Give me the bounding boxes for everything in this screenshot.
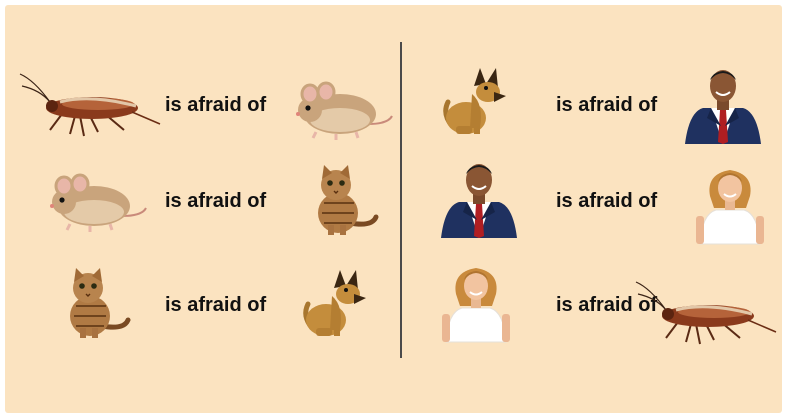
woman-icon — [696, 164, 764, 246]
relation-label: is afraid of — [556, 294, 658, 316]
relation-label: is afraid of — [165, 190, 267, 212]
man-icon — [440, 160, 518, 238]
relation-label: is afraid of — [165, 94, 267, 116]
dog-icon — [300, 266, 368, 338]
mouse-icon — [296, 80, 392, 140]
cat-icon — [62, 268, 132, 340]
cockroach-icon — [636, 280, 776, 346]
man-icon — [684, 66, 762, 144]
dog-icon — [440, 64, 508, 136]
relation-label: is afraid of — [556, 94, 658, 116]
relation-label: is afraid of — [556, 190, 658, 212]
woman-icon — [442, 262, 510, 344]
relation-label: is afraid of — [165, 294, 267, 316]
center-divider — [400, 42, 402, 358]
mouse-icon — [50, 172, 146, 232]
cockroach-icon — [20, 72, 160, 138]
cat-icon — [310, 165, 380, 237]
